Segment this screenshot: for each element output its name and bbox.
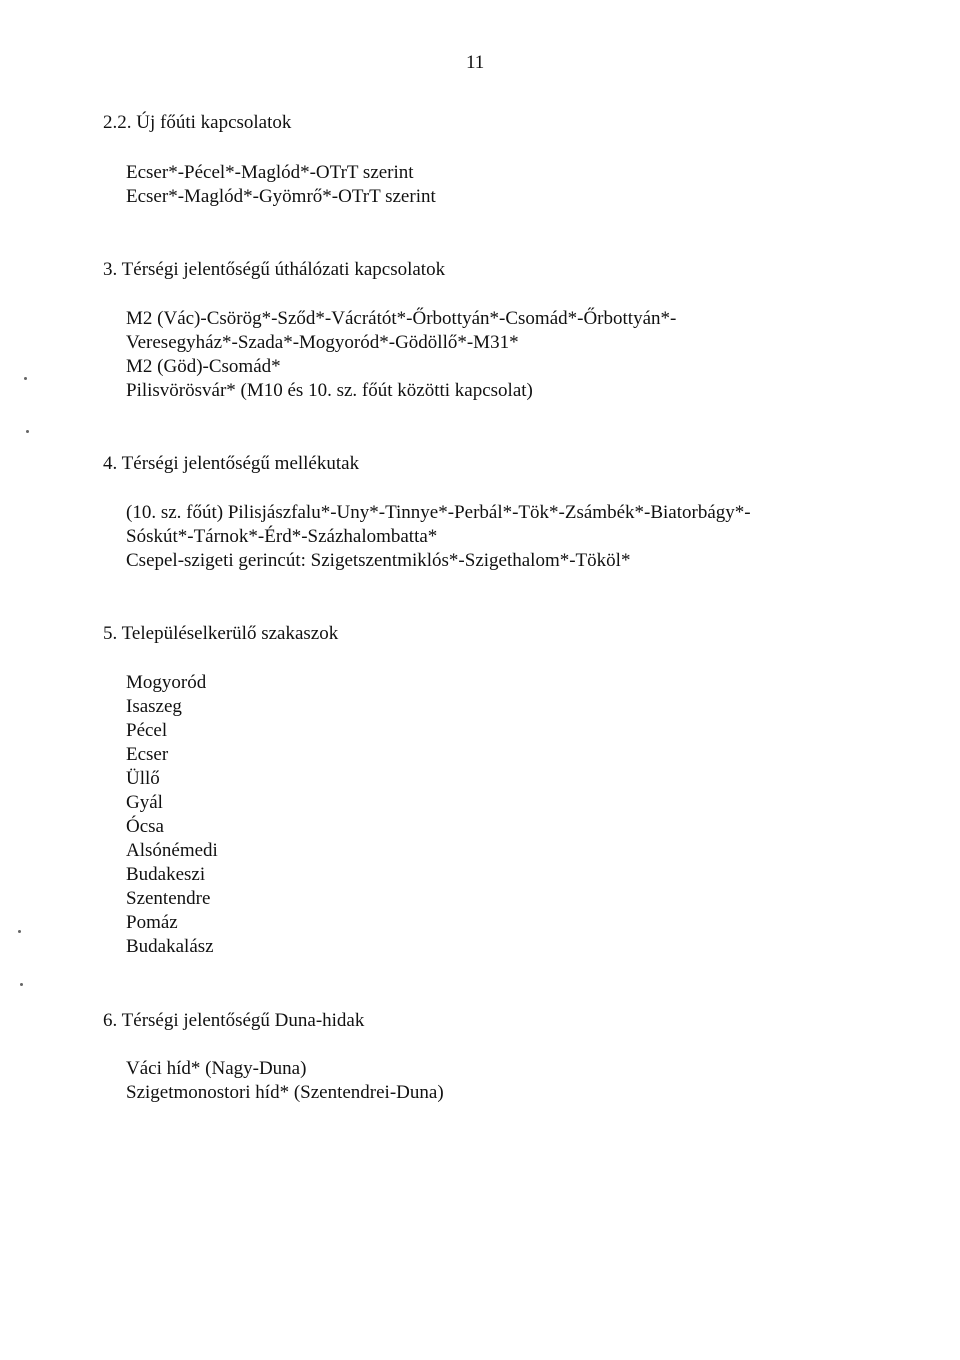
section-heading-4: 4. Térségi jelentőségű mellékutak [103, 453, 360, 474]
bypass-item: Ecser [126, 744, 169, 765]
bypass-item: Isaszeg [126, 696, 182, 717]
section-line: (10. sz. főút) Pilisjászfalu*-Uny*-Tinnye*-Perbál*-Tök*-Zsámbék*-Biatorbágy*- [126, 502, 751, 523]
bypass-item: Gyál [126, 792, 163, 813]
section-line: Ecser*-Maglód*-Gyömrő*-OTrT szerint [126, 186, 436, 207]
section-heading-5: 5. Településelkerülő szakaszok [103, 623, 339, 644]
section-line: Csepel-szigeti gerincút: Szigetszentmiklós*-Szigethalom*-Tököl* [126, 550, 631, 571]
bridge-item: Váci híd* (Nagy-Duna) [126, 1058, 307, 1079]
scan-speck [18, 930, 21, 933]
section-heading-3: 3. Térségi jelentőségű úthálózati kapcsolatok [103, 259, 446, 280]
section-heading-6: 6. Térségi jelentőségű Duna-hidak [103, 1010, 365, 1031]
section-line: Sóskút*-Tárnok*-Érd*-Százhalombatta* [126, 526, 438, 547]
page-number: 11 [466, 52, 485, 73]
bypass-item: Ócsa [126, 816, 164, 837]
bypass-item: Alsónémedi [126, 840, 218, 861]
bypass-item: Mogyoród [126, 672, 207, 693]
bypass-item: Budakalász [126, 936, 214, 957]
section-line: M2 (Göd)-Csomád* [126, 356, 281, 377]
bypass-item: Budakeszi [126, 864, 206, 885]
bypass-item: Üllő [126, 768, 160, 789]
scan-speck [20, 983, 23, 986]
section-line: Pilisvörösvár* (M10 és 10. sz. főút közötti kapcsolat) [126, 380, 533, 401]
scan-speck [26, 430, 29, 433]
bypass-item: Szentendre [126, 888, 211, 909]
section-line: M2 (Vác)-Csörög*-Sződ*-Vácrátót*-Őrbottyán*-Csomád*-Őrbottyán*- [126, 308, 677, 329]
bypass-item: Pomáz [126, 912, 178, 933]
bridge-item: Szigetmonostori híd* (Szentendrei-Duna) [126, 1082, 444, 1103]
section-line: Ecser*-Pécel*-Maglód*-OTrT szerint [126, 162, 414, 183]
section-heading-2-2: 2.2. Új főúti kapcsolatok [103, 112, 292, 133]
section-line: Veresegyház*-Szada*-Mogyoród*-Gödöllő*-M31* [126, 332, 519, 353]
bypass-item: Pécel [126, 720, 168, 741]
scan-speck [24, 377, 27, 380]
